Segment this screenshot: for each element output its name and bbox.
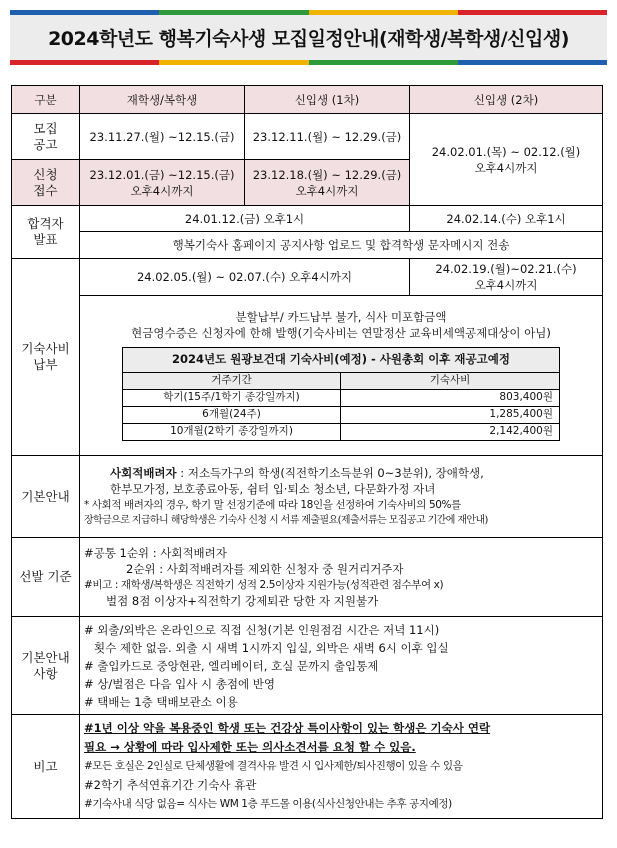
apply-col2-time: 오후4시까지 — [295, 183, 359, 198]
fee-period: 6개월(24주) — [123, 406, 341, 423]
round2-date: 24.02.01.(목) ~ 02.12.(월) — [431, 144, 581, 159]
fee-table — [122, 347, 560, 441]
info-row — [12, 617, 603, 715]
payment-row — [12, 259, 603, 296]
basic-l4: 장학금으로 지급하니 해당학생은 기숙사 신청 시 서류 제출필요(제출서류는 모집공고 기간에 재안내) — [84, 514, 488, 526]
color-bar-bottom — [10, 60, 607, 65]
round2-schedule — [410, 114, 603, 206]
apply-col2-date: 23.12.18.(월) ~ 12.29.(금) — [252, 167, 402, 182]
notice-col1: 23.11.27.(월) ~12.15.(금) — [80, 114, 245, 160]
notice-col2: 23.12.11.(월) ~ 12.29.(금) — [245, 114, 410, 160]
apply-col2 — [245, 160, 410, 206]
header-col1: 재학생/복학생 — [80, 86, 245, 114]
table-header-row — [12, 86, 603, 114]
title-banner — [10, 10, 607, 66]
basic-l2: 한부모가정, 보호종료아동, 쉼터 입·퇴소 청소년, 다문화가정 자녀 — [110, 481, 436, 496]
payment-detail — [80, 296, 603, 456]
fee-period: 10개월(2학기 종강일까지) — [123, 423, 341, 440]
basic-l1a: 사회적배려자 — [110, 465, 177, 480]
basic-l1b: : 저소득가구의 학생(직전학기소득분위 0~3분위), 장애학생, — [176, 465, 484, 480]
apply-col1-time: 오후4시까지 — [130, 183, 194, 198]
result-col12: 24.01.12.(금) 오후1시 — [80, 206, 410, 232]
info-content — [80, 617, 603, 715]
selection-label: 선발 기준 — [12, 538, 80, 617]
table-row — [123, 423, 560, 440]
notice-label: 모집 공고 — [12, 114, 80, 160]
payment-col3-date: 24.02.19.(월)~02.21.(수) — [435, 262, 577, 276]
schedule-table — [11, 85, 603, 819]
remarks-l5: #기숙사내 식당 없음= 식사는 WM 1층 푸드몰 이용(식사신청안내는 추후 공지예정) — [84, 798, 452, 810]
fee-table-title: 2024년도 원광보건대 기숙사비(예정) - 사원총회 이후 재공고예정 — [123, 347, 560, 372]
apply-col1 — [80, 160, 245, 206]
remarks-l4: #2학기 추석연휴기간 기숙사 휴관 — [84, 778, 257, 792]
fee-cost: 1,285,400원 — [341, 406, 560, 423]
remarks-l1: #1년 이상 약을 복용중인 학생 또는 건강상 특이사항이 있는 학생은 기숙사 연락 — [84, 721, 491, 735]
apply-col1-date: 23.12.01.(금) ~12.15.(금) — [89, 167, 235, 182]
info-label: 기본안내 사항 — [12, 617, 80, 715]
table-row — [123, 406, 560, 423]
result-note: 행복기숙사 홈페이지 공지사항 업로드 및 합격학생 문자메시지 전송 — [80, 232, 603, 259]
fee-cost: 2,142,400원 — [341, 423, 560, 440]
selection-l4: 벌점 8점 이상자+직전학기 강제퇴관 당한 자 지원불가 — [106, 594, 379, 608]
result-col3: 24.02.14.(수) 오후1시 — [410, 206, 603, 232]
fee-period: 학기(15주/1학기 종강일까지) — [123, 389, 341, 406]
payment-detail-row — [12, 296, 603, 456]
selection-content — [80, 538, 603, 617]
result-note-row — [12, 232, 603, 259]
remarks-l3: #모든 호실은 2인실로 단체생활에 결격사유 발견 시 입사제한/퇴사진행이 있을 수 있음 — [84, 760, 463, 772]
selection-l3: #비고 : 재학생/복학생은 직전학기 성적 2.5이상자 지원가능(성적관련 점수부여 x) — [84, 579, 444, 591]
fee-cost: 803,400원 — [341, 389, 560, 406]
remarks-content — [80, 715, 603, 819]
header-category: 구분 — [12, 86, 80, 114]
header-col2: 신입생 (1차) — [245, 86, 410, 114]
page-title: 2024학년도 행복기숙사생 모집일정안내(재학생/복학생/신입생) — [10, 15, 607, 60]
payment-col12: 24.02.05.(월) ~ 02.07.(수) 오후4시까지 — [80, 259, 410, 296]
round2-time: 오후4시까지 — [474, 160, 538, 175]
info-l4: # 상/벌점은 다음 입사 시 총점에 반영 — [84, 676, 275, 691]
notice-row — [12, 114, 603, 160]
info-l3: # 출입카드로 중앙현관, 엘리베이터, 호실 문까지 출입통제 — [84, 658, 379, 673]
basic-content — [80, 456, 603, 538]
payment-line1: 분할납부/ 카드납부 불가, 식사 미포함금액 — [235, 309, 447, 324]
basic-row — [12, 456, 603, 538]
info-l1: # 외출/외박은 온라인으로 직접 신청(기본 인원점검 시간은 저녁 11시) — [84, 622, 440, 637]
basic-l3: * 사회적 배려자의 경우, 학기 말 선정기준에 따라 18인을 선정하여 기숙사비의 50%를 — [84, 498, 461, 511]
info-l2: 횟수 제한 없음. 외출 시 새벽 1시까지 입실, 외박은 새벽 6시 이후 입실 — [94, 640, 449, 655]
info-l5: # 택배는 1층 택배보관소 이용 — [84, 694, 238, 709]
remarks-l2: 필요 → 상황에 따라 입사제한 또는 의사소견서를 요청 할 수 있음. — [84, 740, 416, 754]
result-row — [12, 206, 603, 232]
selection-l2: 2순위 : 사회적배려자를 제외한 신청자 중 원거리거주자 — [126, 562, 404, 576]
payment-line2: 현금영수증은 신청자에 한해 발행(기숙사비는 연말정산 교육비세액공제대상이 아님) — [131, 325, 551, 340]
fee-head-cost: 기숙사비 — [341, 372, 560, 389]
selection-row — [12, 538, 603, 617]
remarks-label: 비고 — [12, 715, 80, 819]
remarks-row — [12, 715, 603, 819]
fee-head-period: 거주기간 — [123, 372, 341, 389]
table-row — [123, 389, 560, 406]
header-col3: 신입생 (2차) — [410, 86, 603, 114]
result-label: 합격자 발표 — [12, 206, 80, 259]
payment-label: 기숙사비 납부 — [12, 259, 80, 456]
apply-label: 신청 접수 — [12, 160, 80, 206]
payment-col3-time: 오후4시까지 — [474, 278, 538, 292]
payment-col3 — [410, 259, 603, 296]
basic-label: 기본안내 — [12, 456, 80, 538]
selection-l1: #공통 1순위 : 사회적배려자 — [84, 546, 227, 560]
